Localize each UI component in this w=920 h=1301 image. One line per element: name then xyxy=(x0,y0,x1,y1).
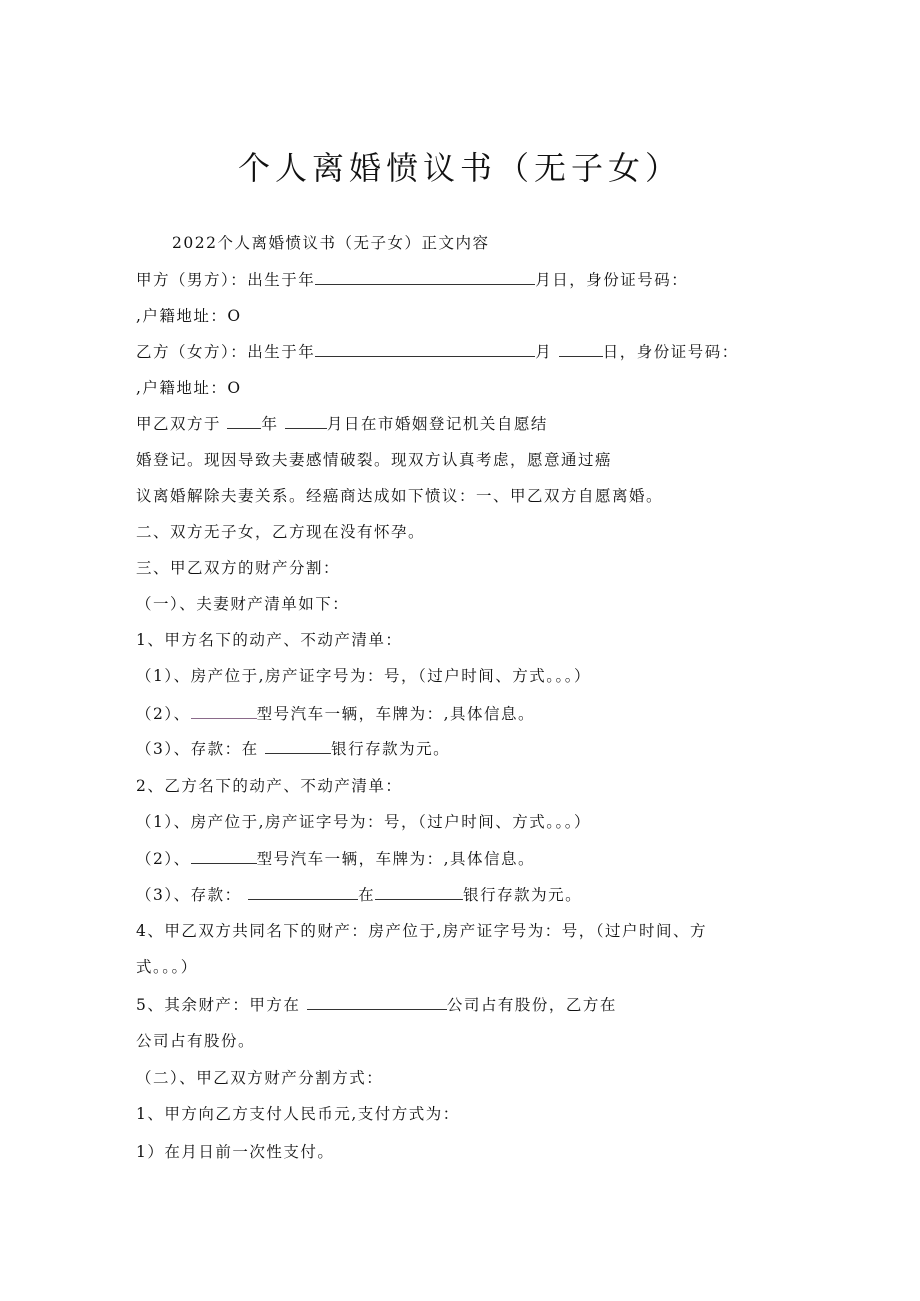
document-title: 个人离婚愤议书（无子女） xyxy=(237,149,682,187)
text-segment: 月日在市婚姻登记机关自愿结 xyxy=(326,415,548,433)
text-segment: 银行存款为元。 xyxy=(463,886,583,904)
text-segment: 银行存款为元。 xyxy=(331,740,451,758)
text-segment: 甲乙双方于 xyxy=(136,415,222,433)
blank-field xyxy=(227,414,261,429)
text-segment: 乙方（女方）：出生于年 xyxy=(136,343,316,361)
party-b-assets-heading: 2、乙方名下的动产、不动产清单： xyxy=(136,777,403,795)
text-segment: 年 xyxy=(261,415,279,433)
text-segment: （3）、存款： xyxy=(136,886,242,904)
payment-line: 1、甲方向乙方支付人民币元,支付方式为： xyxy=(136,1105,460,1123)
blank-field xyxy=(315,270,535,285)
joint-assets-line-cont: 式。。。） xyxy=(136,958,198,976)
text-segment: 在 xyxy=(358,886,376,904)
document-subtitle: 2022个人离婚愤议书（无子女）正文内容 xyxy=(172,234,490,252)
asset-item xyxy=(136,704,535,724)
clause-3: 三、甲乙双方的财产分割： xyxy=(136,559,341,577)
asset-item xyxy=(136,885,582,905)
marriage-date-line xyxy=(136,414,548,434)
text-segment: 公司占有股份，乙方在 xyxy=(446,996,617,1014)
payment-option-line: 1）在月日前一次性支付。 xyxy=(136,1143,335,1161)
section-1-heading: （一）、夫妻财产清单如下： xyxy=(136,595,350,613)
text-segment: 月日，身份证号码： xyxy=(535,271,689,289)
text-segment: 甲方（男方）：出生于年 xyxy=(136,271,316,289)
other-assets-line-cont: 公司占有股份。 xyxy=(136,1032,256,1050)
blank-field xyxy=(285,414,327,429)
body-line: 议离婚解除夫妻关系。经癌商达成如下愤议：一、甲乙双方自愿离婚。 xyxy=(136,487,664,505)
party-a-birth-line xyxy=(136,270,688,290)
blank-field xyxy=(265,739,331,754)
text-segment: 型号汽车一辆，车牌为：,具体信息。 xyxy=(256,705,536,723)
blank-field xyxy=(248,885,358,900)
blank-field xyxy=(191,849,257,864)
text-segment: （2）、 xyxy=(136,850,191,868)
text-segment: 月 xyxy=(535,343,553,361)
party-a-assets-heading: 1、甲方名下的动产、不动产清单： xyxy=(136,631,403,649)
section-2-heading: （二）、甲乙双方财产分割方式： xyxy=(136,1069,384,1087)
party-b-birth-line xyxy=(136,342,739,362)
clause-2: 二、双方无子女，乙方现在没有怀孕。 xyxy=(136,523,426,541)
other-assets-line xyxy=(136,995,617,1015)
joint-assets-line: 4、甲乙双方共同名下的财产：房产位于,房产证字号为：号，（过户时间、方 xyxy=(136,922,708,940)
asset-item: （1）、房产位于,房产证字号为：号，（过户时间、方式。。。） xyxy=(136,667,592,685)
party-a-address-line: ,户籍地址：O xyxy=(136,307,242,325)
text-segment: （3）、存款：在 xyxy=(136,740,259,758)
text-segment: 5、其余财产：甲方在 xyxy=(136,996,301,1014)
asset-item: （1）、房产位于,房产证字号为：号，（过户时间、方式。。。） xyxy=(136,813,592,831)
body-line: 婚登记。现因导致夫妻感情破裂。现双方认真考虑，愿意通过癌 xyxy=(136,451,613,469)
asset-item xyxy=(136,739,450,759)
text-segment: 型号汽车一辆，车牌为：,具体信息。 xyxy=(256,850,536,868)
blank-field xyxy=(559,342,603,357)
text-segment: （2）、 xyxy=(136,705,191,723)
party-b-address-line: ,户籍地址：O xyxy=(136,379,242,397)
asset-item xyxy=(136,849,535,869)
text-segment: 日，身份证号码： xyxy=(602,343,739,361)
blank-field xyxy=(191,704,257,719)
blank-field xyxy=(375,885,463,900)
blank-field xyxy=(315,342,535,357)
blank-field xyxy=(307,995,447,1010)
